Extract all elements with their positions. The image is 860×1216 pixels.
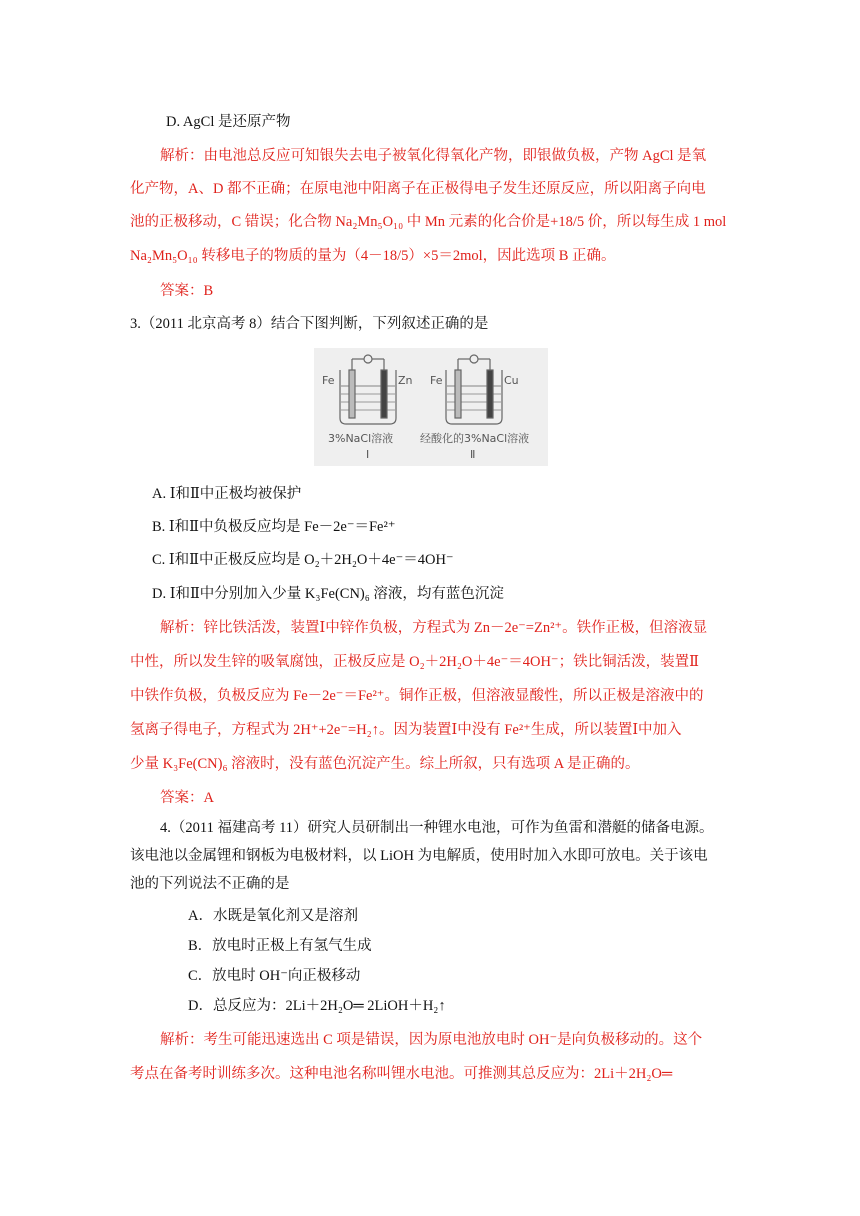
q2-analysis-line-3: 池的正极移动，C 错误；化合物 Na₂Mn₅O₁₀ 中 Mn 元素的化合价是+18/5 价，所以每生成 1 mol (130, 214, 727, 230)
cell-one-solution: 3%NaCl溶液 (328, 432, 394, 445)
q3-analysis-line-2: 中性，所以发生锌的吸氧腐蚀，正极反应是 O₂＋2H₂O＋4e⁻＝4OH⁻；铁比铜活泼，装置Ⅱ (130, 654, 699, 670)
cell-two-numeral: Ⅱ (470, 448, 476, 461)
galvanometer-icon (364, 355, 372, 363)
cell-two-solution: 经酸化的3%NaCl溶液 (420, 432, 530, 445)
q3-option-b: B. Ⅰ和Ⅱ中负极反应均是 Fe－2e⁻＝Fe²⁺ (152, 519, 396, 535)
q4-option-a: A．水既是氧化剂又是溶剂 (188, 908, 358, 924)
q4-option-d: D．总反应为：2Li＋2H₂O═ 2LiOH＋H₂↑ (188, 998, 446, 1014)
cell-two-right-electrode: Cu (504, 374, 519, 387)
q4-stem-line-3: 池的下列说法不正确的是 (130, 876, 290, 892)
q4-analysis-line-2: 考点在备考时训练多次。这种电池名称叫锂水电池。可推测其总反应为：2Li＋2H₂O═ (130, 1066, 673, 1082)
q3-answer: 答案：A (160, 790, 214, 806)
q3-analysis-line-5: 少量 K₃Fe(CN)₆ 溶液时，没有蓝色沉淀产生。综上所叙，只有选项 A 是正确的。 (130, 756, 640, 772)
q2-answer: 答案：B (160, 283, 214, 299)
q4-option-b: B．放电时正极上有氢气生成 (188, 938, 372, 954)
q3-option-d: D. Ⅰ和Ⅱ中分别加入少量 K₃Fe(CN)₆ 溶液，均有蓝色沉淀 (152, 586, 504, 602)
q3-option-a: A. Ⅰ和Ⅱ中正极均被保护 (152, 486, 302, 502)
cell-one (340, 355, 396, 424)
q3-stem: 3.（2011 北京高考 8）结合下图判断，下列叙述正确的是 (130, 316, 489, 332)
q3-analysis-line-1: 解析：锌比铁活泼，装置Ⅰ中锌作负极，方程式为 Zn－2e⁻=Zn²⁺。铁作正极，但溶液显 (160, 620, 708, 636)
q4-option-c: C．放电时 OH⁻向正极移动 (188, 968, 361, 984)
q2-analysis-line-4: Na₂Mn₅O₁₀ 转移电子的物质的量为（4－18/5）×5＝2mol，因此选项 B 正确。 (130, 248, 616, 264)
q2-option-d: D. AgCl 是还原产物 (166, 114, 291, 130)
cell-two-left-electrode: Fe (430, 374, 443, 387)
q2-analysis-line-1: 解析：由电池总反应可知银失去电子被氧化得氧化产物，即银做负极，产物 AgCl 是氧 (160, 148, 707, 164)
q3-option-c: C. Ⅰ和Ⅱ中正极反应均是 O₂＋2H₂O＋4e⁻＝4OH⁻ (152, 552, 454, 568)
q4-stem-line-2: 该电池以金属锂和钢板为电极材料，以 LiOH 为电解质，使用时加入水即可放电。关于该电 (130, 848, 708, 864)
cell-one-right-electrode: Zn (398, 374, 413, 387)
cell-two (446, 355, 502, 424)
q2-analysis-line-2: 化产物，A、D 都不正确；在原电池中阳离子在正极得电子发生还原反应，所以阳离子向电 (130, 181, 706, 197)
q3-analysis-line-3: 中铁作负极，负极反应为 Fe－2e⁻＝Fe²⁺。铜作正极，但溶液显酸性，所以正极是溶液中的 (130, 688, 704, 704)
galvanometer-icon (470, 355, 478, 363)
q4-analysis-line-1: 解析：考生可能迅速选出 C 项是错误，因为原电池放电时 OH⁻是向负极移动的。这个 (160, 1032, 703, 1048)
electrochemistry-figure (314, 348, 548, 466)
q3-analysis-line-4: 氢离子得电子，方程式为 2H⁺+2e⁻=H₂↑。因为装置Ⅰ中没有 Fe²⁺生成，所以装置Ⅰ中加入 (130, 722, 682, 738)
q4-stem-line-1: 4.（2011 福建高考 11）研究人员研制出一种锂水电池，可作为鱼雷和潜艇的储备电源。 (160, 820, 714, 836)
cell-one-left-electrode: Fe (322, 374, 335, 387)
cell-one-numeral: Ⅰ (366, 448, 370, 461)
